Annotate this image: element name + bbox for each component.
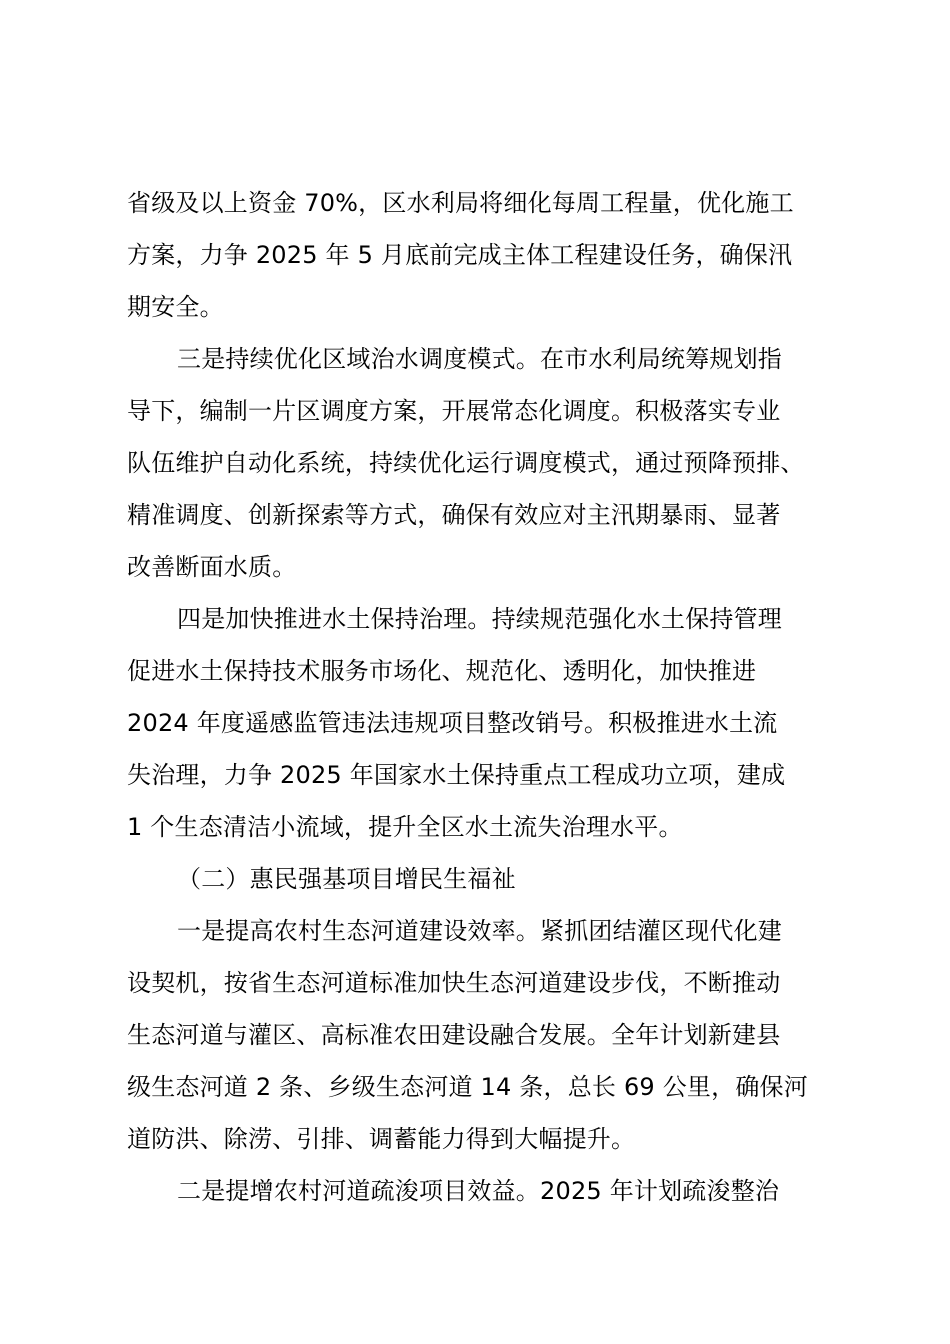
text-line: 导下，编制一片区调度方案，开展常态化调度。积极落实专业: [127, 397, 781, 425]
text-line: 1 个生态清洁小流域，提升全区水土流失治理水平。: [127, 813, 683, 841]
paragraph-start-line: 三是持续优化区域治水调度模式。在市水利局统筹规划指: [177, 345, 782, 373]
paragraph-start-line: 四是加快推进水土保持治理。持续规范强化水土保持管理: [177, 605, 782, 633]
text-line: 道防洪、除涝、引排、调蓄能力得到大幅提升。: [127, 1125, 636, 1153]
text-line: 精准调度、创新探索等方式，确保有效应对主汛期暴雨、显著: [127, 501, 781, 529]
text-line: 生态河道与灌区、高标准农田建设融合发展。全年计划新建县: [127, 1021, 781, 1049]
text-line: 改善断面水质。: [127, 553, 297, 581]
text-line: 设契机，按省生态河道标准加快生态河道建设步伐，不断推动: [127, 969, 781, 997]
text-line: 省级及以上资金 70%，区水利局将细化每周工程量，优化施工: [127, 189, 794, 217]
text-line: 2024 年度遥感监管违法违规项目整改销号。积极推进水土流: [127, 709, 778, 737]
text-line: 方案，力争 2025 年 5 月底前完成主体工程建设任务，确保汛: [127, 241, 793, 269]
text-line: 期安全。: [127, 293, 224, 321]
paragraph-start-line: 一是提高农村生态河道建设效率。紧抓团结灌区现代化建: [177, 917, 782, 945]
paragraph-start-line: 二是提增农村河道疏浚项目效益。2025 年计划疏浚整治: [177, 1177, 780, 1205]
text-line: 级生态河道 2 条、乡级生态河道 14 条，总长 69 公里，确保河: [127, 1073, 808, 1101]
text-line: 队伍维护自动化系统，持续优化运行调度模式，通过预降预排、: [127, 449, 805, 477]
text-line: 促进水土保持技术服务市场化、规范化、透明化，加快推进: [127, 657, 757, 685]
text-line: 失治理，力争 2025 年国家水土保持重点工程成功立项，建成: [127, 761, 786, 789]
section-heading: （二）惠民强基项目增民生福祉: [177, 865, 516, 893]
